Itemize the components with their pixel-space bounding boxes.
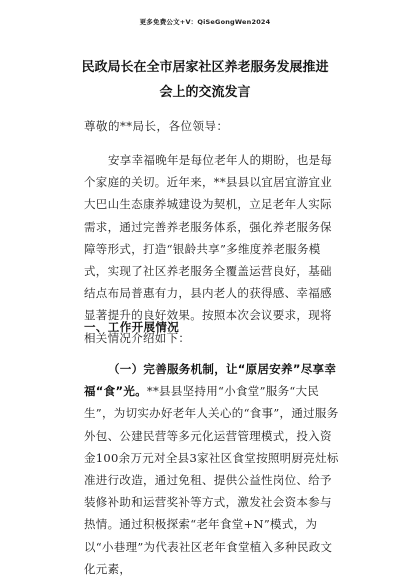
subsection-paragraph: [84, 358, 342, 580]
section-heading: 一、工作开展情况: [84, 320, 180, 334]
intro-paragraph: 安享幸福晚年是每位老年人的期盼，也是每个家庭的关切。近年来，**县县以宜居宜游宜业大巴山生态康养城建设为契机，立足老年人实际需求，通过完善养老服务体系，强化养老服务保障等形式，打造“银龄共享”多维度养老服务模式，实现了社区养老服务全覆盖运营良好，基础结点布局普惠有力，县内老人的获得感、幸福感显著提升的良好效果。按照本次会议要求，现将相关情况介绍如下：: [84, 153, 333, 345]
subsection-heading: （一）完善服务机制，让“原居安养”尽享幸福“食”光。: [84, 362, 337, 399]
document-title: 民政局长在全市居家社区养老服务发展推进会上的交流发言: [81, 60, 329, 100]
header-note: 更多免费公文+V：QiSeGongWen2024: [139, 18, 271, 26]
subsection-body: **县县坚持用“小食堂”服务“大民生”，为切实办好老年人关心的“食事”，通过服务外包、公建民营等多元化运营管理模式，投入资金100余万元对全县3家社区食堂按照明厨亮灶标准进行改造，通过免租、提供公益性岗位、给予装修补助和运营奖补等方式，激发社会资本参与热情。通过积极探索“老年食堂+N”模式，为以“小巷理”为代表社区老年食堂植入多种民政文化元素，: [84, 384, 339, 576]
salutation: 尊敬的**局长，各位领导：: [84, 119, 229, 133]
